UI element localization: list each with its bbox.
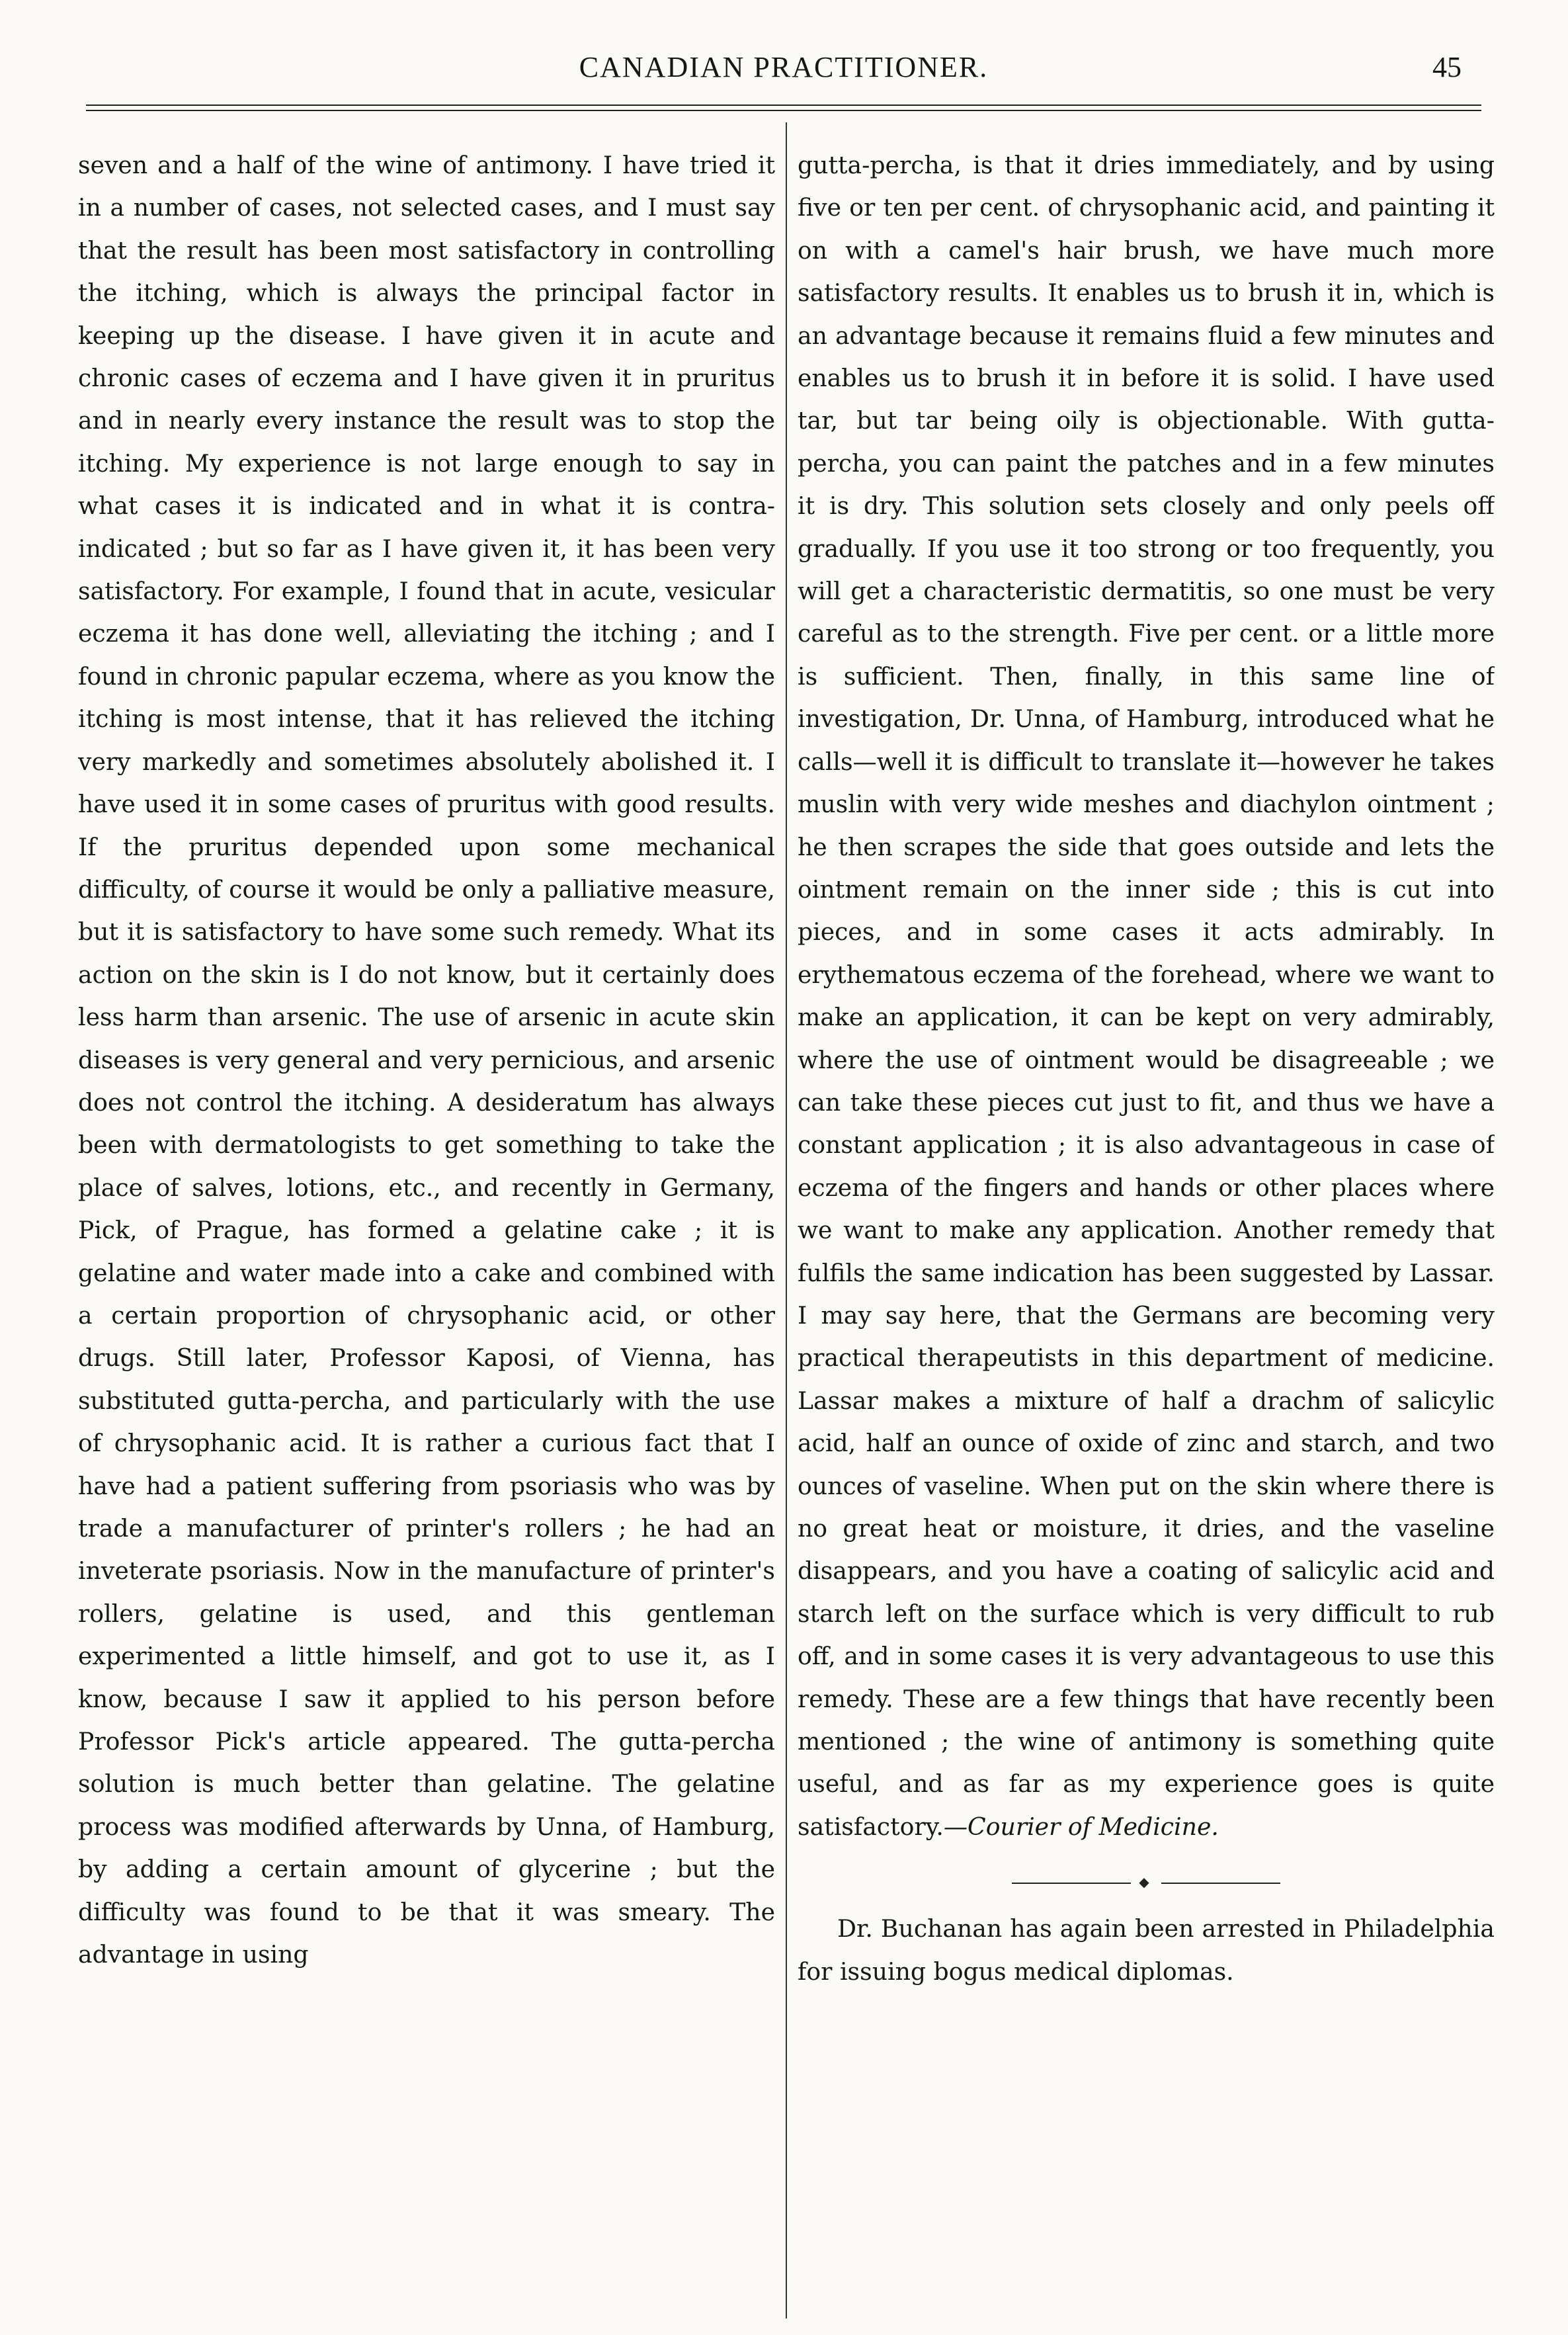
section-ornament: ◆ <box>798 1872 1495 1892</box>
running-title: CANADIAN PRACTITIONER. <box>579 51 989 83</box>
page-number: 45 <box>1432 51 1462 83</box>
left-column <box>78 144 775 2307</box>
column-divider <box>786 122 787 2318</box>
header-rule-bottom <box>86 110 1481 111</box>
right-column <box>798 144 1495 2307</box>
news-item: Dr. Buchanan has again been arrested in Philadelphia for issuing bogus medical diplomas. <box>798 1914 1495 1986</box>
article-source: —Courier of Medicine. <box>943 1812 1219 1841</box>
article-text: gutta-percha, is that it dries immediately, and by using five or ten per cent. of chrysophanic acid, and painting it on with a camel's hair brush, we have much more satisfactory results. It enables us to brush it in, which is an advantage because it remains fluid a few minutes and enables us to brush it in before it is solid. I have used tar, but tar being oily is objectionable. With gutta-percha, you can paint the patches and in a few minutes it is dry. This solution sets closely and only peels off gradually. If you use it too strong or too frequently, you will get a characteristic dermatitis, so one must be very careful as to the strength. Five per cent. or a little more is sufficient. Then, finally, in this same line of investigation, Dr. Unna, of Hamburg, introduced what he calls—well it is difficult to translate it—however he takes muslin with very wide meshes and diachylon ointment ; he then scrapes the side that goes outside and lets the ointment remain on the inner side ; this is cut into pieces, and in some cases it acts admirably. In erythematous eczema of the forehead, where we want to make an application, it can be kept on very admirably, where the use of ointment would be disagreeable ; we can take these pieces cut just to fit, and thus we have a constant application ; it is also advantageous in case of eczema of the fingers and hands or other places where we want to make any application. Another remedy that fulfils the same indication has been suggested by Lassar. I may say here, that the Germans are becoming very practical therapeutists in this department of medicine. Lassar makes a mixture of half a drachm of salicylic acid, half an ounce of oxide of zinc and starch, and two ounces of vaseline. When put on the skin where there is no great heat or moisture, it dries, and the vaseline disappears, and you have a coating of salicylic acid and starch left on the surface which is very difficult to rub off, and in some cases it is very advantageous to use this remedy. These are a few things that have recently been mentioned ; the wine of antimony is something quite useful, and as far as my experience goes is quite satisfactory. <box>798 151 1495 1841</box>
ornament-bar-right <box>1161 1883 1280 1884</box>
header-rule-top <box>86 105 1481 106</box>
page-header <box>86 46 1481 99</box>
right-column-paragraph <box>798 144 1495 1848</box>
left-column-paragraph: seven and a half of the wine of antimony. I have tried it in a number of cases, not selected cases, and I must say that the result has been most satisfactory in controlling the itching, which is always the principal factor in keeping up the disease. I have given it in acute and chronic cases of eczema and I have given it in pruritus and in nearly every instance the result was to stop the itching. My experience is not large enough to say in what cases it is indicated and in what it is contra-indicated ; but so far as I have given it, it has been very satisfactory. For example, I found that in acute, vesicular eczema it has done well, alleviating the itching ; and I found in chronic papular eczema, where as you know the itching is most intense, that it has relieved the itching very markedly and sometimes absolutely abolished it. I have used it in some cases of pruritus with good results. If the pruritus depended upon some mechanical difficulty, of course it would be only a palliative measure, but it is satisfactory to have some such remedy. What its action on the skin is I do not know, but it certainly does less harm than arsenic. The use of arsenic in acute skin diseases is very general and very pernicious, and arsenic does not control the itching. A desideratum has always been with dermatologists to get something to take the place of salves, lotions, etc., and recently in Germany, Pick, of Prague, has formed a gelatine cake ; it is gelatine and water made into a cake and combined with a certain proportion of chrysophanic acid, or other drugs. Still later, Professor Kaposi, of Vienna, has substituted gutta-percha, and particularly with the use of chrysophanic acid. It is rather a curious fact that I have had a patient suffering from psoriasis who was by trade a manufacturer of printer's rollers ; he had an inveterate psoriasis. Now in the manufacture of printer's rollers, gelatine is used, and this gentleman experimented a little himself, and got to use it, as I know, because I saw it applied to his person before Professor Pick's article appeared. The gutta-percha solution is much better than gelatine. The gelatine process was modified afterwards by Unna, of Hamburg, by adding a certain amount of glycerine ; but the difficulty was found to be that it was smeary. The advantage in using <box>78 151 775 1969</box>
ornament-bar-left <box>1012 1883 1131 1884</box>
